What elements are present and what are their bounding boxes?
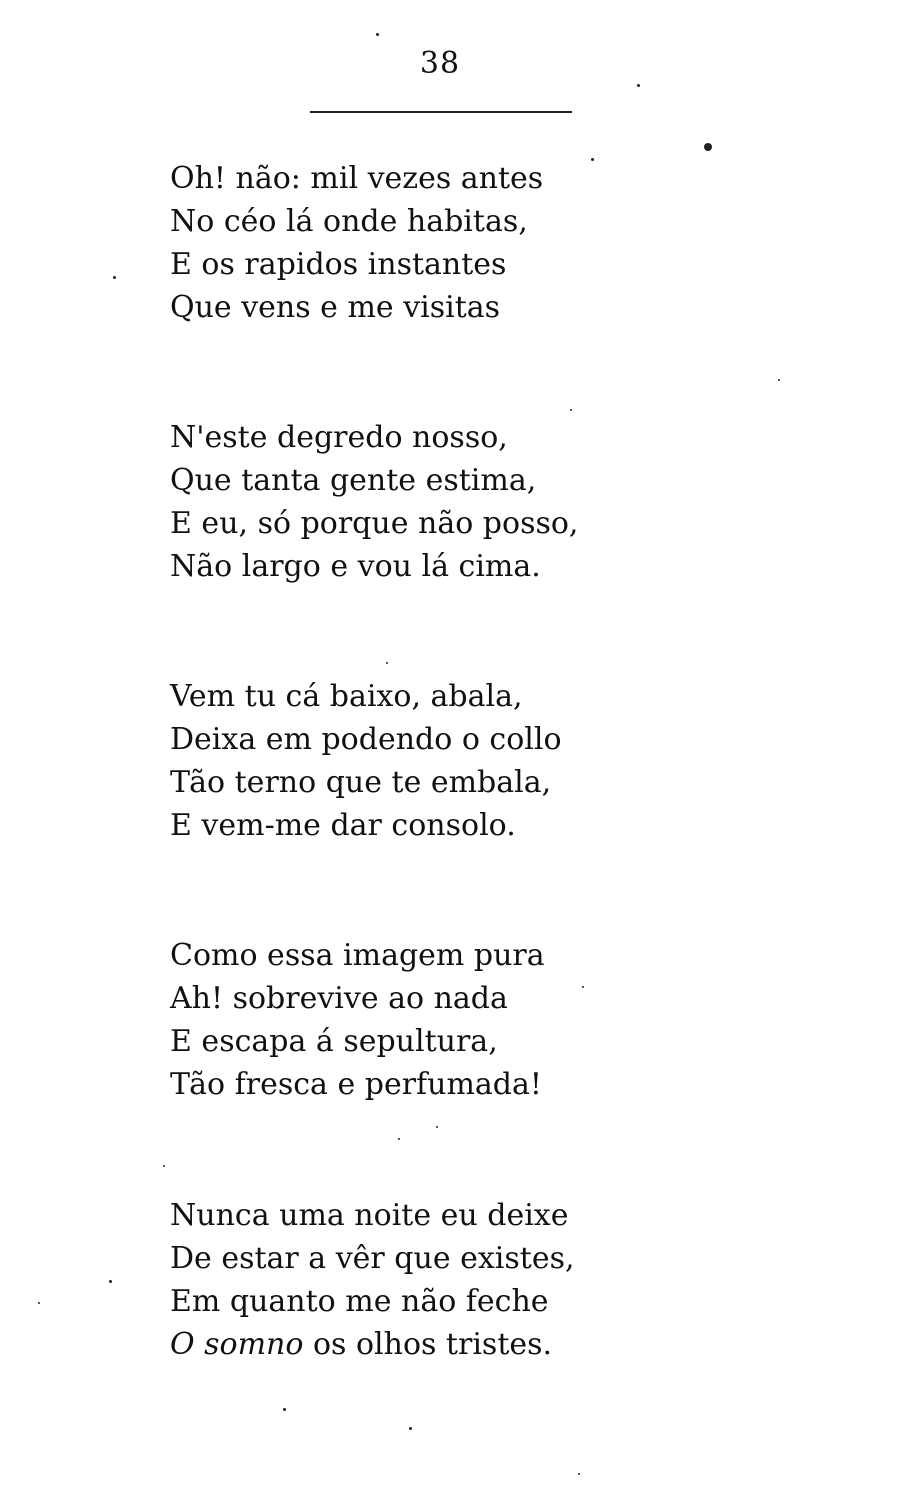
poem-line: Oh! não: mil vezes antes: [170, 161, 544, 196]
scan-speck: [582, 986, 584, 988]
poem-line: Como essa imagem pura: [170, 938, 545, 973]
poem-line-final: [170, 1323, 575, 1366]
scan-speck: [637, 84, 640, 87]
header-rule: [310, 111, 572, 113]
stanza-4: [170, 934, 545, 1106]
poem-line: Em quanto me não feche: [170, 1284, 549, 1319]
scan-speck: [163, 1165, 165, 1167]
poem-line: N'este degredo nosso,: [170, 420, 508, 455]
scan-speck: [436, 1126, 438, 1128]
poem-line: Não largo e vou lá cima.: [170, 549, 541, 584]
poem-line: Deixa em podendo o collo: [170, 722, 562, 757]
scan-speck: [398, 1138, 400, 1140]
poem-line: Que vens e me visitas: [170, 290, 501, 325]
italic-phrase: O somno: [170, 1327, 304, 1362]
poem-line: Tão terno que te embala,: [170, 765, 552, 800]
scan-speck: [386, 662, 388, 664]
scan-speck: [283, 1408, 286, 1411]
scan-speck: [409, 1427, 412, 1430]
scan-speck: [113, 276, 116, 279]
scan-speck: [109, 1280, 112, 1283]
page-number: 38: [419, 46, 461, 81]
poem-line: Nunca uma noite eu deixe: [170, 1198, 569, 1233]
scan-speck: [704, 143, 712, 151]
scan-speck: [578, 1473, 580, 1475]
poem-line-rest: os olhos tristes.: [312, 1327, 553, 1362]
scan-speck: [591, 158, 594, 161]
poem-line: E os rapidos instantes: [170, 247, 507, 282]
stanza-3: [170, 675, 562, 847]
scan-speck: [376, 33, 379, 36]
poem-line: Vem tu cá baixo, abala,: [170, 679, 523, 714]
poem-line: Que tanta gente estima,: [170, 463, 537, 498]
scan-speck: [570, 409, 572, 411]
poem-line: De estar a vêr que existes,: [170, 1241, 575, 1276]
stanza-5: [170, 1194, 575, 1366]
poem-line: E vem-me dar consolo.: [170, 808, 516, 843]
poem-line: Ah! sobrevive ao nada: [170, 981, 508, 1016]
poem-line: Tão fresca e perfumada!: [170, 1067, 542, 1102]
poem-line: E eu, só porque não posso,: [170, 506, 579, 541]
scan-speck: [38, 1302, 40, 1304]
poem-line: No céo lá onde habitas,: [170, 204, 528, 239]
stanza-1: [170, 157, 543, 329]
stanza-2: [170, 416, 578, 588]
poem-line: E escapa á sepultura,: [170, 1024, 498, 1059]
scan-speck: [778, 379, 780, 381]
